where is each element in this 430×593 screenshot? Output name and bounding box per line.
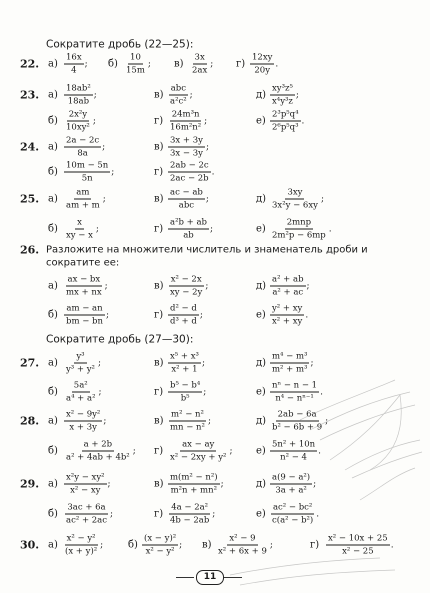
- fraction: [168, 188, 209, 211]
- punctuation: ;: [201, 358, 205, 368]
- numerator: 2ab − 2c: [170, 160, 209, 171]
- item-label: а): [48, 193, 58, 205]
- page-number: 11: [196, 570, 224, 585]
- problem-number: 26.: [20, 243, 40, 257]
- punctuation: ;: [97, 358, 101, 368]
- punctuation: ;: [103, 416, 107, 426]
- punctuation: ;: [205, 142, 209, 152]
- numerator: 3x + 3y: [170, 135, 203, 146]
- fraction: [64, 218, 99, 241]
- punctuation: ;: [107, 479, 111, 489]
- fraction: [124, 53, 151, 76]
- item-label: а): [48, 58, 58, 70]
- fraction: [64, 161, 114, 184]
- denominator: 5n: [81, 173, 93, 184]
- item-label: г): [236, 58, 246, 70]
- numerator: x⁵ + x³: [170, 351, 199, 362]
- problem-number: 29.: [20, 477, 40, 491]
- fraction: [64, 53, 88, 76]
- denominator: 3a + a²: [275, 485, 307, 496]
- fraction: [168, 84, 193, 107]
- denominator: c(a² − b²): [272, 515, 314, 526]
- problem-text: Разложите на множители числитель и знаменатель дроби и: [46, 244, 368, 256]
- item-label: б): [48, 445, 58, 457]
- denominator: a² + 4ab + 4b²: [66, 452, 130, 463]
- numerator: y² + xy: [272, 303, 303, 314]
- denominator: (x + y)²: [65, 546, 98, 557]
- fraction: [326, 534, 394, 557]
- denominator: x² − xy: [70, 485, 101, 496]
- item-label: д): [256, 357, 267, 369]
- denominator: am + m: [66, 200, 100, 211]
- item-label: г): [310, 539, 320, 551]
- fraction: [64, 473, 111, 496]
- numerator: y³: [76, 351, 85, 362]
- numerator: x²y − xy²: [66, 472, 105, 483]
- problem-number: 25.: [20, 192, 40, 206]
- denominator: 16m²n²: [170, 122, 202, 133]
- numerator: 3xy: [287, 187, 303, 198]
- fraction: [64, 503, 113, 526]
- numerator: 5n² + 10n: [272, 439, 316, 450]
- punctuation: .: [320, 387, 323, 397]
- punctuation: ;: [295, 90, 299, 100]
- item-label: г): [154, 386, 164, 398]
- problem-text: сократите ее:: [46, 257, 120, 269]
- punctuation: .: [390, 540, 394, 550]
- punctuation: ;: [105, 310, 109, 320]
- problem-number: 30.: [20, 538, 40, 552]
- numerator: 12xy: [252, 52, 273, 63]
- punctuation: .: [275, 59, 279, 69]
- punctuation: ;: [320, 194, 324, 204]
- fraction: [270, 188, 324, 211]
- item-label: г): [154, 309, 164, 321]
- denominator: ac² + 2ac: [66, 515, 107, 526]
- item-label: г): [154, 223, 164, 235]
- denominator: x² + 6x + 9: [218, 546, 267, 557]
- fraction: [168, 381, 206, 404]
- fraction: [270, 410, 328, 433]
- punctuation: .: [318, 446, 321, 456]
- punctuation: ;: [229, 446, 233, 456]
- numerator: a(9 − a²): [272, 472, 311, 483]
- fraction: [250, 53, 278, 76]
- numerator: am: [76, 187, 90, 198]
- item-label: б): [48, 223, 58, 235]
- item-label: д): [256, 280, 267, 292]
- denominator: n² − 4: [280, 452, 307, 463]
- denominator: ab: [183, 230, 194, 241]
- numerator: b⁵ − b⁴: [170, 380, 201, 391]
- problem-number: 22.: [20, 57, 40, 71]
- punctuation: ;: [179, 540, 183, 550]
- denominator: 2⁶p⁵q³: [272, 122, 299, 133]
- punctuation: .: [301, 116, 305, 126]
- numerator: (x − y)²: [144, 533, 177, 544]
- item-label: в): [154, 478, 164, 490]
- item-label: в): [154, 357, 164, 369]
- numerator: m(m² − n²): [170, 472, 218, 483]
- punctuation: .: [328, 224, 332, 234]
- numerator: x² − 9: [229, 533, 256, 544]
- fraction: [270, 304, 308, 327]
- numerator: 4a − 2a²: [171, 502, 209, 513]
- item-label: г): [154, 445, 164, 457]
- punctuation: ;: [102, 194, 106, 204]
- punctuation: ;: [325, 416, 329, 426]
- denominator: 10xy²: [66, 122, 90, 133]
- punctuation: ;: [93, 90, 97, 100]
- punctuation: ;: [306, 281, 310, 291]
- numerator: ax − ay: [182, 439, 215, 450]
- item-label: е): [256, 508, 266, 520]
- numerator: 24m³n: [171, 109, 200, 120]
- denominator: x² − y²: [145, 546, 175, 557]
- denominator: x² + xy: [272, 316, 303, 327]
- item-label: е): [256, 386, 266, 398]
- item-label: в): [154, 415, 164, 427]
- page-number-rule: [224, 577, 242, 578]
- item-label: б): [128, 539, 138, 551]
- item-label: д): [256, 89, 267, 101]
- denominator: a⁴ + a²: [66, 393, 96, 404]
- denominator: 18ab: [67, 96, 90, 107]
- item-label: а): [48, 357, 58, 369]
- fraction: [168, 304, 203, 327]
- denominator: 4b − 2ab: [170, 515, 210, 526]
- punctuation: ;: [269, 540, 273, 550]
- punctuation: ;: [220, 479, 224, 489]
- punctuation: ;: [203, 387, 207, 397]
- numerator: 2x²y: [68, 109, 88, 120]
- numerator: 2ab − 6a: [277, 409, 317, 420]
- item-label: е): [256, 115, 266, 127]
- problem-number: 28.: [20, 414, 40, 428]
- numerator: x² − 9y²: [66, 409, 101, 420]
- fraction: [270, 503, 319, 526]
- numerator: nⁿ − n − 1: [272, 380, 318, 391]
- denominator: 8a: [77, 148, 88, 159]
- punctuation: ;: [210, 59, 214, 69]
- denominator: bm − bn: [66, 316, 103, 327]
- item-label: е): [256, 223, 266, 235]
- item-label: в): [174, 58, 184, 70]
- fraction: [216, 534, 273, 557]
- numerator: 2mnp: [286, 217, 312, 228]
- punctuation: .: [316, 509, 320, 519]
- numerator: x² − 2x: [170, 274, 202, 285]
- page-number-rule: [176, 577, 194, 578]
- item-label: б): [48, 166, 58, 178]
- fraction: [64, 352, 101, 375]
- denominator: 20y: [254, 65, 271, 76]
- numerator: a² + ab: [272, 274, 304, 285]
- denominator: a² + ac: [272, 287, 304, 298]
- punctuation: ;: [209, 224, 213, 234]
- problem-number: 27.: [20, 356, 40, 370]
- numerator: 3ac + 6a: [67, 502, 106, 513]
- numerator: a²b + ab: [170, 217, 207, 228]
- punctuation: ;: [102, 142, 106, 152]
- fraction: [142, 534, 182, 557]
- fraction: [270, 440, 321, 463]
- numerator: 10: [130, 52, 141, 63]
- punctuation: ;: [110, 509, 114, 519]
- denominator: 3x²y − 6xy: [272, 200, 318, 211]
- punctuation: ;: [100, 540, 104, 550]
- fraction: [63, 534, 103, 557]
- denominator: 4: [71, 65, 77, 76]
- punctuation: ;: [189, 90, 193, 100]
- punctuation: ;: [310, 358, 314, 368]
- problem-number: 23.: [20, 88, 40, 102]
- numerator: d² − d: [170, 303, 197, 314]
- denominator: x² + 1: [171, 364, 198, 375]
- denominator: xy − 2y: [170, 287, 203, 298]
- denominator: m²n + mn²: [170, 485, 217, 496]
- punctuation: .: [211, 167, 215, 177]
- denominator: a²c²: [170, 96, 187, 107]
- item-label: а): [48, 280, 58, 292]
- punctuation: ;: [199, 310, 203, 320]
- item-label: г): [154, 166, 164, 178]
- fraction: [270, 352, 314, 375]
- punctuation: .: [305, 310, 309, 320]
- numerator: am − an: [66, 303, 103, 314]
- fraction: [168, 440, 233, 463]
- fraction: [64, 410, 106, 433]
- numerator: 16x: [66, 52, 82, 63]
- denominator: n⁴ − nⁿ⁻¹: [275, 393, 314, 404]
- item-label: б): [48, 508, 58, 520]
- fraction: [168, 473, 224, 496]
- denominator: 2ac − 2b: [170, 173, 209, 184]
- numerator: xy³z⁵: [272, 83, 293, 94]
- fraction: [270, 218, 332, 241]
- fraction: [168, 275, 208, 298]
- denominator: mn − n²: [170, 422, 205, 433]
- item-label: г): [154, 115, 164, 127]
- item-label: б): [48, 309, 58, 321]
- section-heading: Сократите дробь (22—25):: [46, 38, 194, 51]
- fraction: [64, 381, 102, 404]
- fraction: [64, 110, 96, 133]
- fraction: [270, 473, 316, 496]
- denominator: 2m²p − 6mp: [272, 230, 326, 241]
- fraction: [270, 110, 304, 133]
- denominator: x² − 2xy + y²: [170, 452, 227, 463]
- fraction: [64, 84, 97, 107]
- item-label: д): [256, 478, 267, 490]
- numerator: m² − n²: [171, 409, 204, 420]
- denominator: 3x − 3y: [170, 148, 203, 159]
- fraction: [168, 218, 213, 241]
- fraction: [64, 304, 109, 327]
- item-label: а): [48, 141, 58, 153]
- numerator: 3x: [194, 52, 205, 63]
- numerator: 2³p⁵q⁴: [272, 109, 299, 120]
- denominator: x² − 25: [342, 546, 374, 557]
- item-label: б): [48, 115, 58, 127]
- section-heading: Сократите дробь (27—30):: [46, 333, 194, 346]
- item-label: а): [48, 89, 58, 101]
- numerator: x² − y²: [66, 533, 96, 544]
- denominator: y³ + y²: [66, 364, 95, 375]
- numerator: ax − bx: [67, 274, 101, 285]
- numerator: ac − ab: [170, 187, 203, 198]
- item-label: а): [48, 539, 58, 551]
- denominator: xy − x: [66, 230, 93, 241]
- item-label: в): [202, 539, 212, 551]
- fraction: [270, 275, 310, 298]
- punctuation: ;: [92, 116, 96, 126]
- fraction: [168, 161, 215, 184]
- fraction: [64, 275, 108, 298]
- punctuation: ;: [313, 479, 317, 489]
- punctuation: ;: [111, 167, 115, 177]
- punctuation: ;: [132, 446, 136, 456]
- numerator: x: [77, 217, 82, 228]
- item-label: в): [154, 141, 164, 153]
- fraction: [64, 136, 105, 159]
- fraction: [64, 440, 136, 463]
- numerator: 2a − 2c: [66, 135, 100, 146]
- item-label: д): [256, 193, 267, 205]
- item-label: б): [48, 386, 58, 398]
- denominator: x + 3y: [69, 422, 97, 433]
- numerator: 18ab²: [66, 83, 91, 94]
- numerator: ac² − bc²: [272, 502, 313, 513]
- item-label: д): [256, 415, 267, 427]
- item-label: в): [154, 193, 164, 205]
- problem-number: 24.: [20, 140, 40, 154]
- fraction: [168, 136, 209, 159]
- fraction: [168, 503, 215, 526]
- numerator: m⁴ − m³: [272, 351, 308, 362]
- fraction: [168, 110, 207, 133]
- fraction: [190, 53, 213, 76]
- punctuation: ;: [147, 59, 151, 69]
- denominator: m² + m³: [272, 364, 308, 375]
- denominator: x⁴y³z: [272, 96, 293, 107]
- punctuation: ;: [84, 59, 88, 69]
- punctuation: ;: [98, 387, 102, 397]
- fraction: [270, 381, 323, 404]
- fraction: [168, 410, 211, 433]
- item-label: в): [154, 89, 164, 101]
- item-label: а): [48, 478, 58, 490]
- fraction: [64, 188, 106, 211]
- fraction: [168, 352, 205, 375]
- punctuation: ;: [104, 281, 108, 291]
- denominator: b⁵: [180, 393, 190, 404]
- numerator: a + 2b: [83, 439, 113, 450]
- punctuation: ;: [95, 224, 99, 234]
- denominator: abc: [178, 200, 195, 211]
- punctuation: ;: [204, 116, 208, 126]
- item-label: б): [108, 58, 118, 70]
- punctuation: ;: [205, 281, 209, 291]
- item-label: е): [256, 309, 266, 321]
- denominator: b² − 6b + 9: [272, 422, 323, 433]
- denominator: 15m: [126, 65, 145, 76]
- punctuation: ;: [205, 194, 209, 204]
- numerator: x² − 10x + 25: [328, 533, 388, 544]
- denominator: 2ax: [192, 65, 208, 76]
- denominator: mx + nx: [66, 287, 102, 298]
- numerator: 10m − 5n: [66, 160, 109, 171]
- item-label: а): [48, 415, 58, 427]
- item-label: в): [154, 280, 164, 292]
- item-label: е): [256, 445, 266, 457]
- numerator: 5a²: [73, 380, 88, 391]
- punctuation: ;: [212, 509, 216, 519]
- fraction: [270, 84, 299, 107]
- punctuation: ;: [207, 416, 211, 426]
- numerator: abc: [170, 83, 186, 94]
- denominator: d³ + d: [170, 316, 197, 327]
- item-label: г): [154, 508, 164, 520]
